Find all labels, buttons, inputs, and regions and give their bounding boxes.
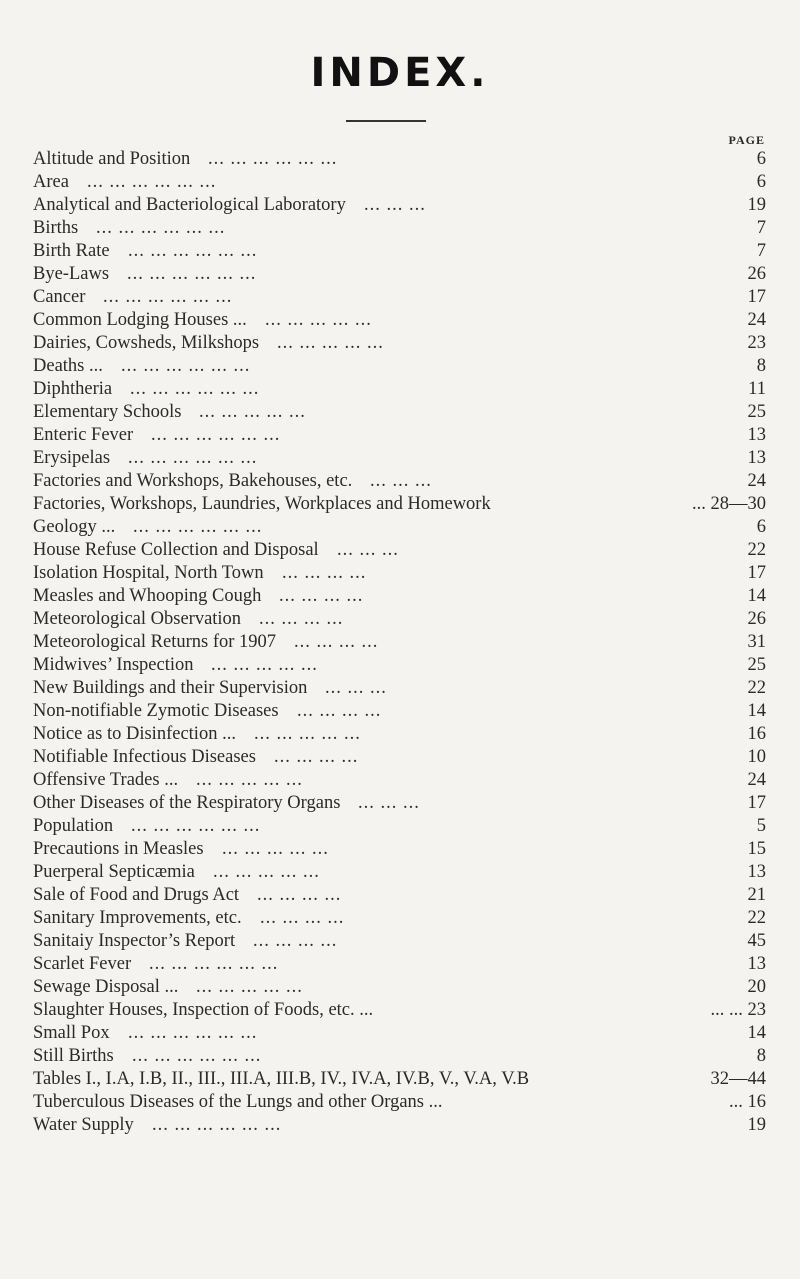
entry-label: Puerperal Septicæmia: [33, 862, 195, 882]
entry-page-number: 24: [747, 310, 766, 330]
index-entry: [33, 493, 768, 516]
entry-page-number: 16: [747, 724, 766, 744]
entry-page-number: 15: [747, 839, 766, 859]
entry-leader-dots: ... ... ... ...: [297, 701, 382, 721]
entry-label: Altitude and Position: [33, 149, 191, 169]
entry-label: Bye-Laws: [33, 264, 110, 284]
entry-label: House Refuse Collection and Disposal: [33, 540, 319, 560]
entry-label: Birth Rate: [33, 241, 110, 261]
entry-page-number: 5: [756, 816, 766, 836]
entry-leader-dots: ... ... ... ... ... ...: [151, 425, 281, 445]
entry-leader-dots: ... ... ...: [364, 195, 426, 215]
entry-leader-dots: ... ... ... ... ...: [222, 839, 329, 859]
entry-page-number: 22: [747, 678, 766, 698]
index-entry: [33, 562, 768, 585]
index-entry: [33, 355, 768, 378]
index-entry: [33, 953, 768, 976]
entry-page-number: 22: [747, 540, 766, 560]
entry-page-number: 26: [747, 264, 766, 284]
entry-page-number: 6: [756, 149, 766, 169]
index-entry: [33, 286, 768, 309]
entry-leader-dots: ... ... ... ... ...: [277, 333, 384, 353]
index-entry: [33, 401, 768, 424]
index-entry: [33, 240, 768, 263]
entry-leader-dots: ... ... ...: [337, 540, 399, 560]
entry-label: Small Pox: [33, 1023, 110, 1043]
entry-page-number: 26: [747, 609, 766, 629]
entry-leader-dots: ... ... ... ...: [282, 563, 367, 583]
entry-leader-dots: ... ... ... ... ... ...: [128, 1023, 258, 1043]
index-entry: [33, 1114, 768, 1137]
entry-label: Midwives’ Inspection: [33, 655, 194, 675]
entry-label: Non-notifiable Zymotic Diseases: [33, 701, 279, 721]
entry-page-number: ... ... 23: [710, 1000, 766, 1020]
entry-label: Other Diseases of the Respiratory Organs: [33, 793, 341, 813]
index-heading: INDEX.: [310, 50, 490, 96]
entry-page-number: 17: [747, 793, 766, 813]
entry-leader-dots: ... ... ... ... ... ...: [87, 172, 217, 192]
entry-page-number: 14: [747, 701, 766, 721]
index-entry: [33, 884, 768, 907]
index-entry: [33, 907, 768, 930]
entry-label: Deaths ...: [33, 356, 103, 376]
entry-page-number: 24: [747, 471, 766, 491]
entry-leader-dots: ... ... ... ... ... ...: [128, 448, 258, 468]
index-entry: [33, 999, 768, 1022]
entry-label: Isolation Hospital, North Town: [33, 563, 264, 583]
index-entry: [33, 263, 768, 286]
entry-page-number: 6: [756, 172, 766, 192]
entry-page-number: 22: [747, 908, 766, 928]
entry-leader-dots: ... ... ... ... ... ...: [132, 1046, 262, 1066]
entry-label: Offensive Trades ...: [33, 770, 179, 790]
index-entry: [33, 447, 768, 470]
index-entry: [33, 309, 768, 332]
entry-page-number: 11: [748, 379, 766, 399]
index-entry: [33, 631, 768, 654]
index-entry: [33, 585, 768, 608]
index-entry: [33, 677, 768, 700]
entry-page-number: 45: [747, 931, 766, 951]
entry-leader-dots: ... ... ... ...: [294, 632, 379, 652]
entry-page-number: 7: [756, 241, 766, 261]
entry-leader-dots: ... ... ... ... ... ...: [149, 954, 279, 974]
entry-label: Births: [33, 218, 79, 238]
index-entry: [33, 861, 768, 884]
index-entry: [33, 332, 768, 355]
index-entry: [33, 976, 768, 999]
entry-leader-dots: ... ... ...: [370, 471, 432, 491]
entry-page-number: 17: [747, 287, 766, 307]
entry-leader-dots: ... ... ... ... ... ...: [128, 241, 258, 261]
entry-page-number: 23: [747, 333, 766, 353]
entry-label: Analytical and Bacteriological Laboratory: [33, 195, 346, 215]
entry-page-number: 6: [756, 517, 766, 537]
entry-leader-dots: ... ... ... ... ... ...: [131, 816, 261, 836]
entry-label: Slaughter Houses, Inspection of Foods, etc. ...: [33, 1000, 374, 1020]
entry-label: Enteric Fever: [33, 425, 134, 445]
entry-label: Water Supply: [33, 1115, 134, 1135]
index-entry: [33, 1091, 768, 1114]
index-entry: [33, 470, 768, 493]
entry-label: Meteorological Returns for 1907: [33, 632, 277, 652]
entry-label: Still Births: [33, 1046, 114, 1066]
index-entry: [33, 539, 768, 562]
entry-leader-dots: ... ... ... ...: [279, 586, 364, 606]
entry-page-number: 8: [756, 1046, 766, 1066]
index-entry: [33, 1068, 768, 1091]
index-entry: [33, 723, 768, 746]
entry-leader-dots: ... ... ... ... ...: [254, 724, 361, 744]
entry-leader-dots: ... ... ... ... ... ...: [127, 264, 257, 284]
entry-leader-dots: ... ... ... ... ...: [213, 862, 320, 882]
index-entry: [33, 815, 768, 838]
entry-label: Dairies, Cowsheds, Milkshops: [33, 333, 260, 353]
entry-page-number: 25: [747, 402, 766, 422]
entry-leader-dots: ... ... ... ...: [260, 908, 345, 928]
entry-label: Sewage Disposal ...: [33, 977, 179, 997]
entry-leader-dots: ... ... ... ... ...: [199, 402, 306, 422]
page-column-label: PAGE: [728, 133, 765, 147]
entry-page-number: 10: [747, 747, 766, 767]
entry-page-number: ... 16: [729, 1092, 766, 1112]
entry-leader-dots: ... ... ... ...: [257, 885, 342, 905]
entry-page-number: 8: [756, 356, 766, 376]
index-list: [33, 148, 768, 1137]
entry-page-number: 13: [747, 954, 766, 974]
entry-label: Scarlet Fever: [33, 954, 132, 974]
entry-page-number: 25: [747, 655, 766, 675]
entry-label: Sanitary Improvements, etc.: [33, 908, 242, 928]
entry-leader-dots: ... ... ... ... ... ...: [152, 1115, 282, 1135]
entry-page-number: 19: [747, 1115, 766, 1135]
index-entry: [33, 746, 768, 769]
entry-label: Measles and Whooping Cough: [33, 586, 262, 606]
index-entry: [33, 516, 768, 539]
entry-leader-dots: ... ... ... ...: [259, 609, 344, 629]
index-entry: [33, 769, 768, 792]
entry-leader-dots: ... ... ... ...: [274, 747, 359, 767]
index-entry: [33, 700, 768, 723]
entry-page-number: 24: [747, 770, 766, 790]
entry-label: Diphtheria: [33, 379, 113, 399]
index-entry: [33, 1022, 768, 1045]
entry-leader-dots: ... ... ... ... ...: [211, 655, 318, 675]
entry-leader-dots: ... ... ... ... ... ...: [121, 356, 251, 376]
entry-label: Common Lodging Houses ...: [33, 310, 247, 330]
entry-leader-dots: ... ... ... ...: [253, 931, 338, 951]
entry-leader-dots: ... ... ... ... ...: [196, 977, 303, 997]
entry-page-number: ... 28—30: [692, 494, 766, 514]
heading-underline: [346, 120, 426, 122]
entry-label: Sanitaiy Inspector’s Report: [33, 931, 236, 951]
entry-page-number: 14: [747, 1023, 766, 1043]
entry-leader-dots: ... ... ... ... ... ...: [130, 379, 260, 399]
entry-label: New Buildings and their Supervision: [33, 678, 308, 698]
entry-page-number: 7: [756, 218, 766, 238]
entry-leader-dots: ... ... ... ... ...: [265, 310, 372, 330]
index-entry: [33, 424, 768, 447]
index-entry: [33, 217, 768, 240]
index-entry: [33, 792, 768, 815]
entry-label: Tables I., I.A, I.B, II., III., III.A, III.B, IV., IV.A, IV.B, V., V.A, V.B: [33, 1069, 530, 1089]
entry-label: Elementary Schools: [33, 402, 182, 422]
entry-label: Cancer: [33, 287, 86, 307]
entry-page-number: 32—44: [710, 1069, 766, 1089]
entry-page-number: 20: [747, 977, 766, 997]
entry-page-number: 13: [747, 425, 766, 445]
entry-label: Population: [33, 816, 114, 836]
entry-label: Notifiable Infectious Diseases: [33, 747, 256, 767]
entry-leader-dots: ... ... ... ... ... ...: [208, 149, 338, 169]
index-entry: [33, 930, 768, 953]
index-entry: [33, 148, 768, 171]
index-entry: [33, 654, 768, 677]
entry-leader-dots: ... ... ... ... ... ...: [96, 218, 226, 238]
entry-leader-dots: ... ... ...: [325, 678, 387, 698]
entry-page-number: 19: [747, 195, 766, 215]
index-entry: [33, 378, 768, 401]
index-entry: [33, 194, 768, 217]
entry-label: Precautions in Measles: [33, 839, 204, 859]
index-entry: [33, 1045, 768, 1068]
entry-label: Geology ...: [33, 517, 116, 537]
entry-label: Area: [33, 172, 69, 192]
entry-page-number: 21: [747, 885, 766, 905]
index-entry: [33, 838, 768, 861]
entry-leader-dots: ... ... ... ... ...: [196, 770, 303, 790]
entry-page-number: 13: [747, 862, 766, 882]
index-entry: [33, 171, 768, 194]
entry-page-number: 31: [747, 632, 766, 652]
entry-label: Notice as to Disinfection ...: [33, 724, 236, 744]
entry-label: Factories and Workshops, Bakehouses, etc.: [33, 471, 353, 491]
entry-label: Meteorological Observation: [33, 609, 242, 629]
entry-page-number: 13: [747, 448, 766, 468]
entry-label: Factories, Workshops, Laundries, Workplaces and Homework: [33, 494, 491, 514]
entry-label: Tuberculous Diseases of the Lungs and other Organs ...: [33, 1092, 443, 1112]
index-entry: [33, 608, 768, 631]
entry-page-number: 17: [747, 563, 766, 583]
entry-leader-dots: ... ... ... ... ... ...: [103, 287, 233, 307]
entry-leader-dots: ... ... ... ... ... ...: [133, 517, 263, 537]
entry-label: Sale of Food and Drugs Act: [33, 885, 240, 905]
entry-leader-dots: ... ... ...: [358, 793, 420, 813]
entry-label: Erysipelas: [33, 448, 111, 468]
entry-page-number: 14: [747, 586, 766, 606]
